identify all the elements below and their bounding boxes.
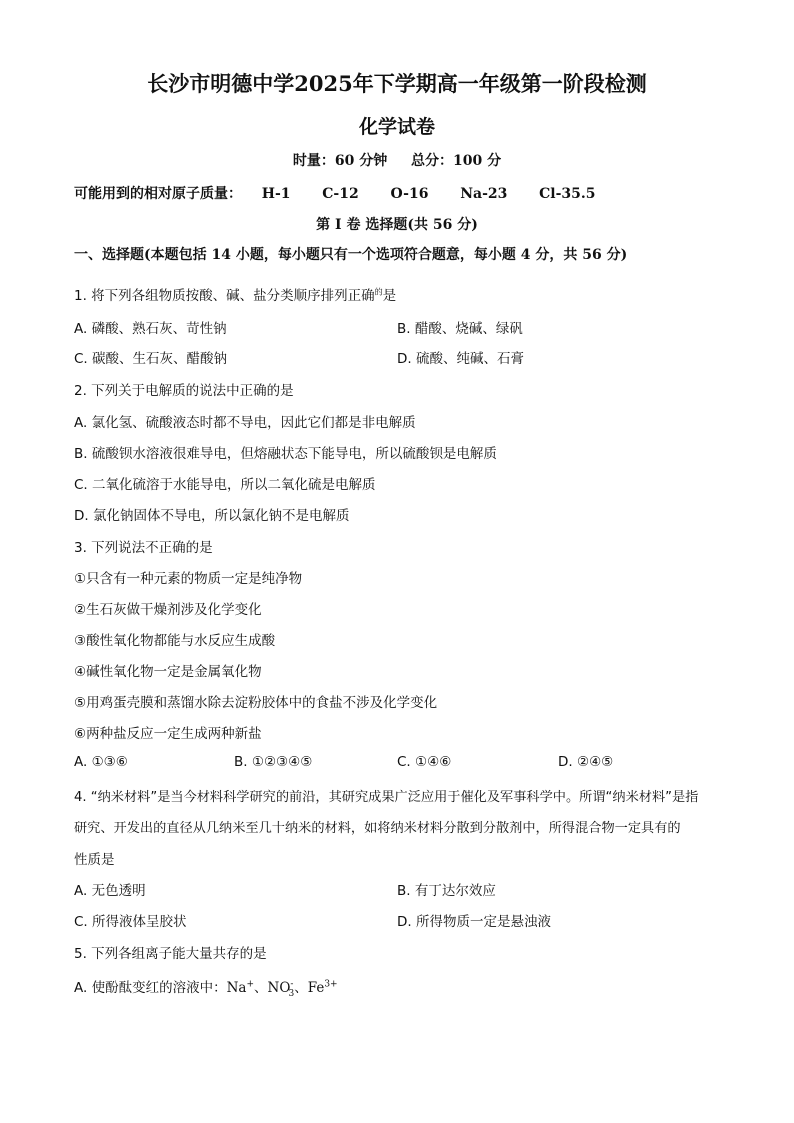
q3-statement-4: ④碱性氧化物一定是金属氧化物	[74, 664, 262, 680]
q5-ion-iron: $Fe^{3+}$	[307, 979, 338, 996]
q3-statement-6: ⑥两种盐反应一定生成两种新盐	[74, 726, 262, 742]
atomic-mass-cl: Cl-35.5	[539, 186, 596, 202]
section-heading: 第 I 卷 选择题(共 56 分)	[316, 217, 478, 233]
q5-ion-nitrate: $NO^-_3$	[267, 979, 295, 999]
q2-stem: 2. 下列关于电解质的说法中正确的是	[74, 383, 294, 399]
q5-stem: 5. 下列各组离子能大量共存的是	[74, 946, 267, 962]
q3-statement-1: ①只含有一种元素的物质一定是纯净物	[74, 571, 303, 587]
q4-option-b: B. 有丁达尔效应	[397, 883, 496, 899]
atomic-mass-h: H-1	[261, 186, 291, 202]
section-instruction: 一、选择题(本题包括 14 小题，每小题只有一个选项符合题意，每小题 4 分，共 56 分)	[74, 247, 628, 263]
exam-title: 长沙市明德中学2025年下学期高一年级第一阶段检测	[147, 71, 647, 96]
exam-score: 总分：100 分	[411, 153, 502, 169]
q4-option-c: C. 所得液体呈胶状	[74, 914, 187, 930]
atomic-masses	[74, 183, 596, 203]
q3-statement-2: ②生石灰做干燥剂涉及化学变化	[74, 602, 262, 618]
q2-option-a: A. 氯化氢、硫酸液态时都不导电，因此它们都是非电解质	[74, 415, 416, 431]
exam-meta	[0, 150, 794, 170]
q3-statement-3: ③酸性氧化物都能与水反应生成酸	[74, 633, 276, 649]
q1-stem: 1. 将下列各组物质按酸、碱、盐分类顺序排列正确$^的$是	[74, 287, 397, 304]
q4-stem-line-2: 研究、开发出的直径从几纳米至几十纳米的材料，如将纳米材料分散到分散剂中，所得混合物一定具有的	[74, 821, 681, 836]
q1-stem-superscript: 的	[374, 287, 383, 297]
q3-option-b: B. ①②③④⑤	[234, 754, 313, 770]
exam-time: 时量：60 分钟	[292, 153, 388, 169]
atomic-masses-label: 可能用到的相对原子质量：	[74, 186, 242, 202]
q3-option-d: D. ②④⑤	[558, 754, 614, 770]
atomic-mass-o: O-16	[390, 186, 429, 202]
q5-option-a: A. 使酚酞变红的溶液中：Na+、$NO^-_3$、$Fe^{3+}$	[74, 979, 338, 999]
q4-stem-line-1: 4. “纳米材料”是当今材料科学研究的前沿，其研究成果广泛应用于催化及军事科学中。所谓“纳米材料”是指	[74, 790, 699, 805]
q1-option-d: D. 硫酸、纯碱、石膏	[397, 351, 524, 367]
q3-option-a: A. ①③⑥	[74, 754, 128, 770]
q4-stem-line-3: 性质是	[74, 852, 115, 868]
q4-option-d: D. 所得物质一定是悬浊液	[397, 914, 551, 930]
q3-option-c: C. ①④⑥	[397, 754, 452, 770]
q1-option-c: C. 碳酸、生石灰、醋酸钠	[74, 351, 228, 367]
q1-option-a: A. 磷酸、熟石灰、苛性钠	[74, 321, 227, 337]
q3-stem: 3. 下列说法不正确的是	[74, 540, 213, 556]
q1-option-b: B. 醋酸、烧碱、绿矾	[397, 321, 523, 337]
q3-statement-5: ⑤用鸡蛋壳膜和蒸馏水除去淀粉胶体中的食盐不涉及化学变化	[74, 695, 438, 711]
q2-option-d: D. 氯化钠固体不导电，所以氯化钠不是电解质	[74, 508, 350, 524]
exam-subtitle: 化学试卷	[358, 116, 435, 138]
atomic-mass-na: Na-23	[460, 186, 508, 202]
q4-option-a: A. 无色透明	[74, 883, 146, 899]
q5-ion-sodium: Na+	[226, 979, 255, 996]
q2-option-b: B. 硫酸钡水溶液很难导电，但熔融状态下能导电，所以硫酸钡是电解质	[74, 446, 497, 462]
q2-option-c: C. 二氧化硫溶于水能导电，所以二氧化硫是电解质	[74, 477, 376, 493]
atomic-mass-c: C-12	[322, 186, 359, 202]
